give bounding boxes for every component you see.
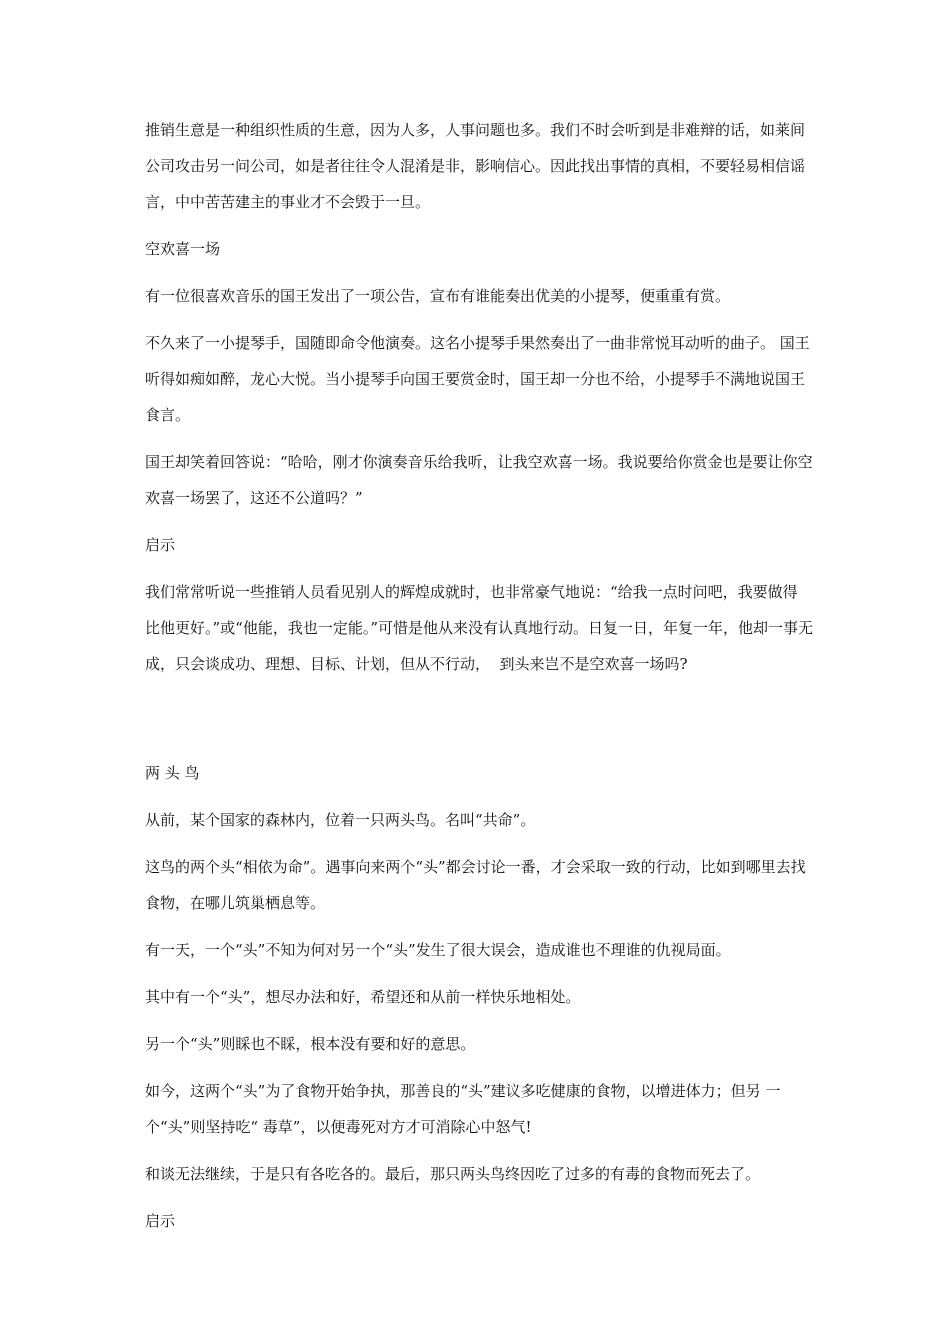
story-title-two-headed-bird: 两 头 鸟 <box>145 764 200 782</box>
intro-paragraph: 推销生意是一种组织性质的生意，因为人多，人事问题也多。我们不时会听到是非难辩的话，如莱间公司攻击另一问公司，如是者往往令人混淆是非，影响信心。因此找出事情的真相，不要轻易相信谣言，中中苦苦建主的事业才不会毁于一旦。 <box>145 121 806 211</box>
story-paragraph: 其中有一个“头”，想尽办法和好，希望还和从前一样快乐地相处。 <box>145 988 581 1006</box>
section-gap <box>145 693 813 755</box>
story-paragraph: 另一个“头”则睬也不睬，根本没有要和好的意思。 <box>145 1035 476 1053</box>
story-paragraph: 如今，这两个“头”为了食物开始争执，那善良的“头”建议多吃健康的食物，以增进体力；但另 一个“头”则坚持吃“ 毒草”，以便毒死对方才可消除心中怒气! <box>145 1082 781 1136</box>
lesson-paragraph: 我们常常听说一些推销人员看见别人的辉煌成就时，也非常豪气地说：“给我一点时问吧，我要做得 比他更好。”或“他能，我也一定能。”可惜是他从来没有认真地行动。日复一日，年复一年，他却一事无成，只会谈成功、理想、目标、计划，但从不行动， 到头来岂不是空欢喜一场吗? <box>145 583 814 673</box>
story-paragraph: 不久来了一小提琴手，国随即命令他演奏。这名小提琴手果然奏出了一曲非常悦耳动听的曲子。 国王听得如痴如醉，龙心大悦。当小提琴手向国王要赏金时，国王却一分也不给，小提琴手不满地说国王食言。 <box>145 334 810 424</box>
document-body <box>145 112 813 1250</box>
story-paragraph: 国王却笑着回答说：“哈哈，刚才你演奏音乐给我听，让我空欢喜一场。我说要给你赏金也是要让你空欢喜一场罢了，这还不公道吗？” <box>145 453 813 507</box>
story-paragraph: 和谈无法继续，于是只有各吃各的。最后，那只两头鸟终因吃了过多的有毒的食物而死去了。 <box>145 1165 761 1183</box>
story-paragraph: 有一位很喜欢音乐的国王发出了一项公告，宣布有谁能奏出优美的小提琴，便重重有赏。 <box>145 287 731 305</box>
story-title-empty-joy: 空欢喜一场 <box>145 240 221 258</box>
story-paragraph: 有一天，一个“头”不知为何对另一个“头”发生了很大误会，造成谁也不理谁的仇视局面。 <box>145 941 731 959</box>
story-paragraph: 从前，某个国家的森林内，位着一只两头鸟。名叫“共命”。 <box>145 811 536 829</box>
lesson-heading: 启示 <box>145 1212 176 1230</box>
story-paragraph: 这鸟的两个头“相依为命”。遇事向来两个“头”都会讨论一番，才会采取一致的行动，比如到哪里去找食物，在哪儿筑巢栖息等。 <box>145 858 806 912</box>
lesson-heading: 启示 <box>145 536 176 554</box>
